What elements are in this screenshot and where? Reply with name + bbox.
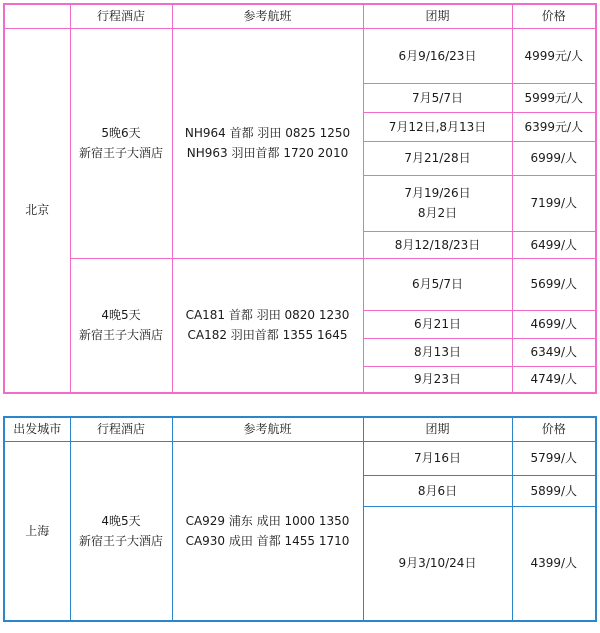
price-cell: 5899/人 — [512, 475, 596, 506]
header-city — [4, 4, 70, 28]
date-cell: 8月6日 — [363, 475, 512, 506]
date-cell: 8月13日 — [363, 338, 512, 366]
beijing-schedule-table — [3, 3, 597, 394]
header-price: 价格 — [512, 4, 596, 28]
date-cell: 6月21日 — [363, 310, 512, 338]
date-line: 8月2日 — [417, 206, 458, 220]
table-row — [4, 258, 596, 310]
outbound-flight: CA929 浦东 成田 1000 1350 — [185, 513, 350, 528]
date-cell: 7月21/28日 — [363, 141, 512, 175]
date-cell: 8月12/18/23日 — [363, 231, 512, 258]
hotel-name: 新宿王子大酒店 — [78, 328, 163, 343]
trip-duration: 5晚6天 — [101, 126, 141, 140]
header-city: 出发城市 — [4, 417, 70, 441]
header-price: 价格 — [512, 417, 596, 441]
date-cell: 7月5/7日 — [363, 83, 512, 112]
price-cell: 4399/人 — [512, 506, 596, 621]
date-line: 7月19/26日 — [404, 186, 471, 200]
return-flight: CA182 羽田首都 1355 1645 — [187, 328, 348, 343]
date-cell: 6月9/16/23日 — [363, 28, 512, 83]
outbound-flight: NH964 首都 羽田 0825 1250 — [184, 126, 351, 140]
price-cell: 5799/人 — [512, 441, 596, 475]
header-flight: 参考航班 — [172, 417, 363, 441]
table-header-row — [4, 417, 596, 441]
table-row — [4, 28, 596, 83]
return-flight: NH963 羽田首都 1720 2010 — [186, 146, 349, 160]
trip-hotel-cell — [70, 28, 172, 258]
price-cell: 5999元/人 — [512, 83, 596, 112]
price-cell: 6399元/人 — [512, 112, 596, 141]
header-trip-hotel: 行程酒店 — [70, 4, 172, 28]
city-cell: 北京 — [4, 28, 70, 393]
price-cell: 4749/人 — [512, 366, 596, 393]
date-cell — [363, 175, 512, 231]
price-cell: 4699/人 — [512, 310, 596, 338]
header-flight: 参考航班 — [172, 4, 363, 28]
hotel-name: 新宿王子大酒店 — [78, 146, 163, 160]
price-cell: 5699/人 — [512, 258, 596, 310]
date-cell: 7月12日,8月13日 — [363, 112, 512, 141]
shanghai-schedule-table — [3, 416, 597, 622]
price-cell: 6349/人 — [512, 338, 596, 366]
flight-cell — [172, 28, 363, 258]
trip-hotel-cell — [70, 441, 172, 621]
trip-duration: 4晚5天 — [101, 513, 141, 528]
outbound-flight: CA181 首都 羽田 0820 1230 — [185, 308, 350, 323]
hotel-name: 新宿王子大酒店 — [78, 533, 163, 548]
trip-hotel-cell — [70, 258, 172, 393]
header-date: 团期 — [363, 4, 512, 28]
trip-duration: 4晚5天 — [101, 308, 141, 323]
price-cell: 7199/人 — [512, 175, 596, 231]
date-cell: 7月16日 — [363, 441, 512, 475]
header-date: 团期 — [363, 417, 512, 441]
return-flight: CA930 成田 首都 1455 1710 — [185, 533, 350, 548]
city-cell: 上海 — [4, 441, 70, 621]
date-cell: 6月5/7日 — [363, 258, 512, 310]
header-trip-hotel: 行程酒店 — [70, 417, 172, 441]
date-cell: 9月23日 — [363, 366, 512, 393]
price-cell: 4999元/人 — [512, 28, 596, 83]
date-cell: 9月3/10/24日 — [363, 506, 512, 621]
table-row — [4, 441, 596, 475]
flight-cell — [172, 441, 363, 621]
flight-cell — [172, 258, 363, 393]
price-cell: 6499/人 — [512, 231, 596, 258]
price-cell: 6999/人 — [512, 141, 596, 175]
table-header-row — [4, 4, 596, 28]
